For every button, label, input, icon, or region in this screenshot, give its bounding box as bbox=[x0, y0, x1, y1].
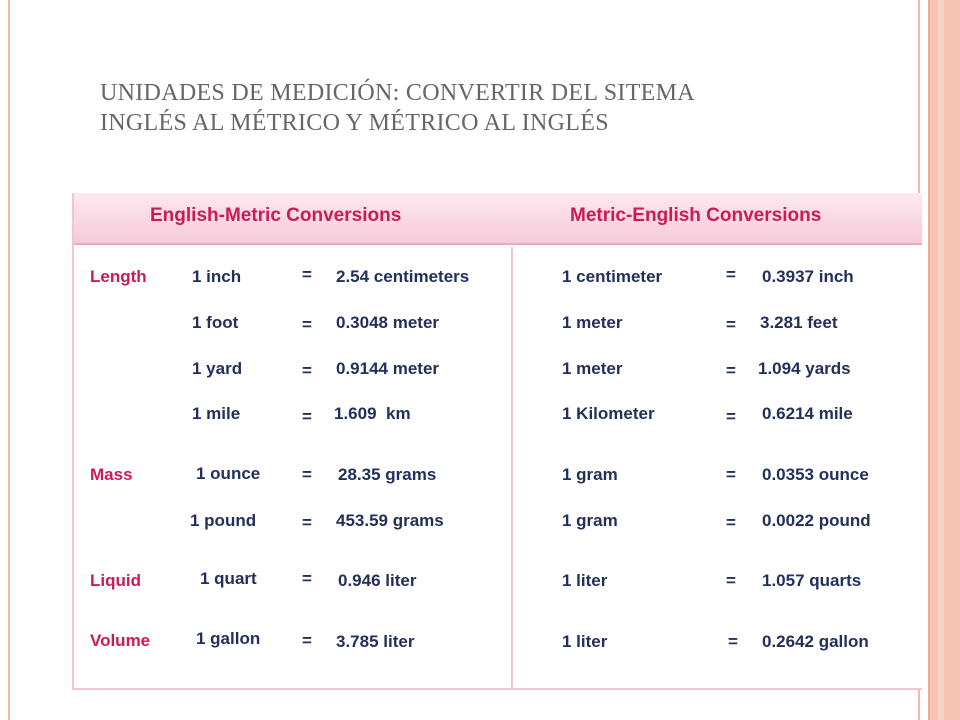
row-en-equals: = bbox=[302, 407, 312, 426]
row-me-from: 1 liter bbox=[562, 571, 608, 590]
row-en-to: 3.785 liter bbox=[336, 632, 415, 651]
row-en-equals: = bbox=[302, 361, 312, 380]
header-english-metric: English-Metric Conversions bbox=[150, 205, 402, 226]
slide-title-line-1: UNIDADES DE MEDICIÓN: CONVERTIR DEL SITEMA bbox=[100, 80, 695, 106]
slide-title bbox=[100, 78, 860, 138]
row-me-to: 0.2642 gallon bbox=[762, 632, 869, 651]
conversion-table bbox=[72, 193, 922, 690]
row-me-from: 1 Kilometer bbox=[562, 404, 655, 423]
row-en-from: 1 quart bbox=[200, 569, 257, 588]
slide-title-line-2: INGLÉS AL MÉTRICO Y MÉTRICO AL INGLÉS bbox=[100, 110, 609, 136]
row-me-equals: = bbox=[726, 361, 736, 380]
row-me-equals: = bbox=[728, 632, 738, 651]
row-me-from: 1 centimeter bbox=[562, 267, 663, 286]
row-me-to: 1.094 yards bbox=[758, 359, 851, 378]
row-me-to: 3.281 feet bbox=[760, 313, 838, 332]
row-me-equals: = bbox=[726, 571, 736, 590]
row-en-equals: = bbox=[302, 315, 312, 334]
row-en-from: 1 yard bbox=[192, 359, 243, 378]
row-en-to: 28.35 grams bbox=[338, 465, 437, 484]
row-en-from: 1 pound bbox=[190, 511, 257, 530]
row-me-from: 1 liter bbox=[562, 632, 608, 651]
row-me-from: 1 meter bbox=[562, 313, 623, 332]
row-me-equals: = bbox=[726, 513, 736, 532]
row-me-from: 1 meter bbox=[562, 359, 623, 378]
row-en-to: 1.609 km bbox=[334, 404, 411, 423]
row-en-from: 1 gallon bbox=[196, 629, 261, 648]
row-en-to: 0.3048 meter bbox=[336, 313, 440, 332]
header-metric-english: Metric-English Conversions bbox=[570, 205, 822, 226]
slide-frame-left-line bbox=[8, 0, 10, 720]
table-header bbox=[74, 193, 922, 245]
row-en-from: 1 ounce bbox=[196, 464, 261, 483]
column-divider bbox=[511, 247, 513, 688]
category-length: Length bbox=[90, 267, 147, 286]
row-en-equals: = bbox=[302, 265, 312, 284]
category-liquid: Liquid bbox=[90, 571, 141, 590]
row-me-to: 0.0022 pound bbox=[762, 511, 871, 530]
row-en-equals: = bbox=[302, 569, 312, 588]
row-me-equals: = bbox=[726, 465, 736, 484]
row-en-equals: = bbox=[302, 631, 312, 650]
row-en-equals: = bbox=[302, 513, 312, 532]
row-en-to: 2.54 centimeters bbox=[336, 267, 470, 286]
slide-frame-right-bar bbox=[928, 0, 960, 720]
row-en-from: 1 foot bbox=[192, 313, 239, 332]
row-me-to: 0.0353 ounce bbox=[762, 465, 869, 484]
row-me-to: 0.3937 inch bbox=[762, 267, 854, 286]
row-me-equals: = bbox=[726, 315, 736, 334]
row-me-to: 1.057 quarts bbox=[762, 571, 862, 590]
row-me-equals: = bbox=[726, 265, 736, 284]
row-me-equals: = bbox=[726, 407, 736, 426]
row-en-from: 1 inch bbox=[192, 267, 242, 286]
row-en-equals: = bbox=[302, 465, 312, 484]
category-volume: Volume bbox=[90, 631, 151, 650]
row-en-from: 1 mile bbox=[192, 404, 241, 423]
row-me-from: 1 gram bbox=[562, 511, 618, 530]
row-en-to: 0.946 liter bbox=[338, 571, 417, 590]
row-me-to: 0.6214 mile bbox=[762, 404, 853, 423]
category-mass: Mass bbox=[90, 465, 133, 484]
row-en-to: 0.9144 meter bbox=[336, 359, 440, 378]
row-me-from: 1 gram bbox=[562, 465, 618, 484]
row-en-to: 453.59 grams bbox=[336, 511, 444, 530]
